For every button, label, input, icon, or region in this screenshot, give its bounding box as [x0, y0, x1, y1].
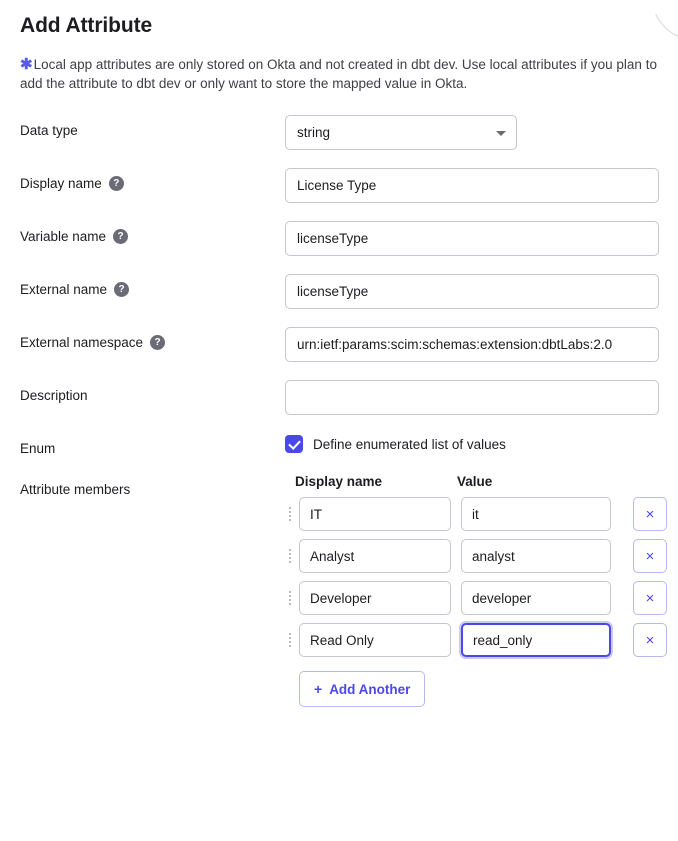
member-display-name-input[interactable]: [299, 581, 451, 615]
remove-member-button[interactable]: ×: [633, 623, 667, 657]
form-row-enum: [20, 433, 658, 456]
external-namespace-input[interactable]: [285, 327, 659, 362]
drag-handle-icon[interactable]: [285, 549, 295, 563]
description-input[interactable]: [285, 380, 659, 415]
form-row-external-name: [20, 274, 658, 309]
page-title: Add Attribute: [20, 14, 153, 37]
display-name-input[interactable]: [285, 168, 659, 203]
external-namespace-label: [20, 327, 285, 350]
local-attribute-note: [20, 55, 658, 93]
form-row-external-namespace: [20, 327, 658, 362]
remove-member-button[interactable]: ×: [633, 581, 667, 615]
form-row-attribute-members: [20, 474, 658, 707]
enum-checkbox-row[interactable]: [285, 433, 658, 453]
data-type-label: Data type: [20, 123, 78, 138]
data-type-selected-value: string: [297, 125, 331, 140]
chevron-down-icon: [496, 131, 506, 136]
enum-checkbox-label: Define enumerated list of values: [313, 436, 506, 452]
member-display-name-input[interactable]: [299, 497, 451, 531]
member-value-input[interactable]: [461, 497, 611, 531]
table-row: [285, 497, 667, 531]
plus-icon: +: [314, 681, 323, 697]
remove-member-button[interactable]: ×: [633, 497, 667, 531]
enum-checkbox[interactable]: [285, 435, 303, 453]
display-name-field: [285, 168, 659, 203]
drag-handle-icon[interactable]: [285, 507, 295, 521]
variable-name-label-text: Variable name: [20, 229, 107, 244]
help-icon[interactable]: ?: [150, 335, 165, 350]
member-value-input[interactable]: [461, 623, 611, 657]
variable-name-field: [285, 221, 659, 256]
display-name-label: [20, 168, 285, 191]
add-another-button[interactable]: [299, 671, 425, 707]
member-value-input[interactable]: [461, 539, 611, 573]
description-label: Description: [20, 388, 88, 403]
table-row: [285, 539, 667, 573]
form-row-variable-name: [20, 221, 658, 256]
table-row: [285, 581, 667, 615]
data-type-select[interactable]: [285, 115, 517, 150]
column-header-display-name: Display name: [295, 474, 383, 489]
remove-member-button[interactable]: ×: [633, 539, 667, 573]
member-value-input[interactable]: [461, 581, 611, 615]
attribute-members-field: [285, 474, 667, 707]
external-namespace-field: [285, 327, 659, 362]
member-display-name-input[interactable]: [299, 539, 451, 573]
enum-label: Enum: [20, 441, 56, 456]
external-name-label: [20, 274, 285, 297]
help-icon[interactable]: ?: [109, 176, 124, 191]
local-attribute-note-text: Local app attributes are only stored on Okta and not created in dbt dev. Use local attributes if you plan to add the attribute to dbt dev or only want to store the mapped value in Okta.: [20, 57, 657, 91]
enum-field: [285, 433, 658, 453]
external-name-label-text: External name: [20, 282, 108, 297]
variable-name-label: [20, 221, 285, 244]
help-icon[interactable]: ?: [114, 282, 129, 297]
add-another-label: Add Another: [329, 681, 411, 697]
external-name-input[interactable]: [285, 274, 659, 309]
attribute-members-header: [285, 474, 667, 489]
asterisk-icon: ✱: [20, 56, 33, 73]
table-row: [285, 623, 667, 657]
form-row-data-type: [20, 115, 658, 150]
external-namespace-label-text: External namespace: [20, 335, 144, 350]
description-field: [285, 380, 659, 415]
data-type-field: [285, 115, 658, 150]
display-name-label-text: Display name: [20, 176, 102, 191]
drag-handle-icon[interactable]: [285, 633, 295, 647]
attribute-members-label: Attribute members: [20, 482, 131, 497]
add-attribute-dialog: [0, 14, 678, 841]
form-row-description: [20, 380, 658, 415]
column-header-value: Value: [457, 474, 493, 489]
help-icon[interactable]: ?: [113, 229, 128, 244]
drag-handle-icon[interactable]: [285, 591, 295, 605]
external-name-field: [285, 274, 659, 309]
member-display-name-input[interactable]: [299, 623, 451, 657]
form-row-display-name: [20, 168, 658, 203]
variable-name-input[interactable]: [285, 221, 659, 256]
